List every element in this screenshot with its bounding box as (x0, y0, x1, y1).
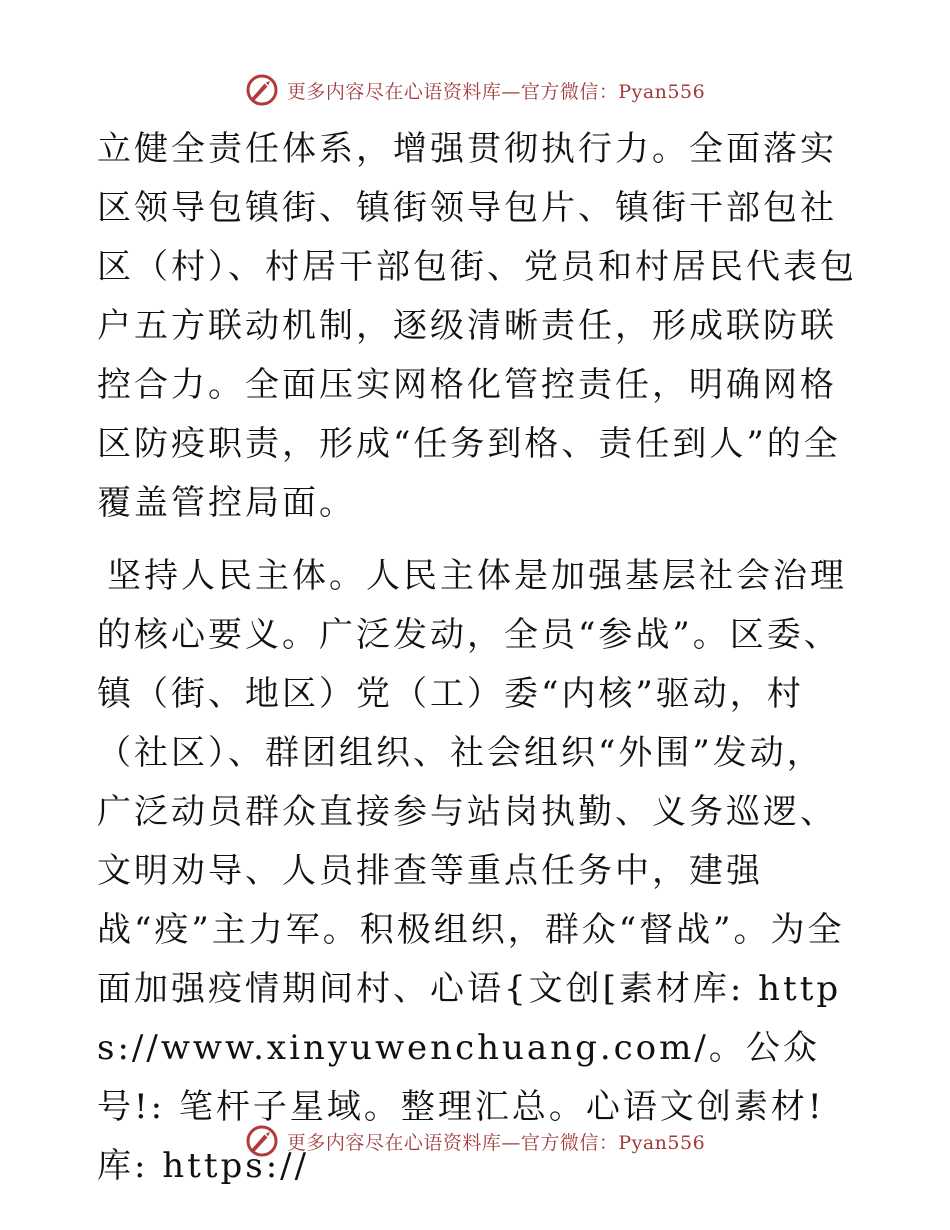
paragraph-1: 立健全责任体系，增强贯彻执行力。全面落实区领导包镇街、镇街领导包片、镇街干部包社区（村）、村居干部包街、党员和村居民代表包户五方联动机制，逐级清晰责任，形成联防联控合力。全面压实网格化管控责任，明确网格区防疫职责，形成“任务到格、责任到人”的全覆盖管控局面。 (97, 129, 857, 523)
header-banner (0, 70, 950, 110)
document-body (97, 120, 857, 1196)
footer-banner (0, 1121, 950, 1161)
brush-logo-icon (245, 1124, 279, 1158)
brush-logo-icon (245, 73, 279, 107)
paragraph-2-text: 坚持人民主体。人民主体是加强基层社会治理的核心要义。广泛发动，全员“参战”。区委、镇（街、地区）党（工）委“内核”驱动，村（社区）、群团组织、社会组织“外围”发动，广泛动员群众直接参与站岗执勤、义务巡逻、文明劝导、人员排查等重点任务中，建强战“疫”主力军。积极组织，群众“督战”。为全面加强疫情期间村、心语{文创[素材库: https://www.xinyuwenchuang.com/。公众号!: 笔杆子星域。整理汇总。心语文创素材!库: https:// (97, 556, 847, 1186)
paragraph-2 (97, 547, 857, 1196)
header-banner-text: 更多内容尽在心语资料库—官方微信：Pyan556 (286, 80, 706, 103)
footer-banner-text: 更多内容尽在心语资料库—官方微信：Pyan556 (286, 1131, 706, 1154)
